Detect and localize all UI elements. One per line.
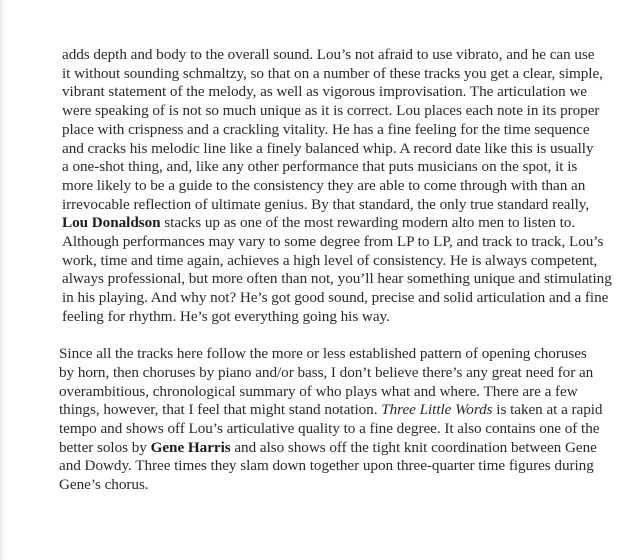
text-line: place with crispness and a crackling vitality. He has a fine feeling for the time sequence [62, 120, 590, 138]
text-run: things, however, that I feel that might stand notation. [59, 401, 382, 419]
text-line: always professional, but more often than not, you’ll hear something unique and stimulating [62, 270, 612, 288]
text-line: more likely to be a guide to the consistency they are able to come through with than an [62, 176, 586, 194]
text-line: feeling for rhythm. He’s got everything going his way. [62, 307, 390, 325]
text-line: Since all the tracks here follow the more or less established pattern of opening choruses [59, 345, 587, 363]
text-line: by horn, then choruses by piano and/or bass, I don’t believe there’s any great need for an [59, 363, 594, 381]
text-line: Although performances may vary to some degree from LP to LP, and track to track, Lou’s [62, 233, 604, 251]
paragraph-1 [62, 46, 612, 327]
text-line: tempo and shows off Lou’s articulative quality to a fine degree. It also contains one of the [59, 420, 600, 438]
text-line: adds depth and body to the overall sound. Lou’s not afraid to use vibrato, and he can use [62, 46, 595, 63]
track-title-three-little-words: Three Little Words [381, 401, 493, 419]
text-line: work, time and time again, achieves a high level of consistency. He is always competent, [62, 251, 598, 269]
paragraph-2 [59, 345, 603, 495]
paragraph-spacer [62, 327, 602, 346]
text-line: in his playing. And why not? He’s got good sound, precise and solid articulation and a fine [62, 289, 609, 307]
text-line [59, 401, 602, 420]
text-line: vibrant statement of the melody, as well as vigorous improvisation. The articulation we [62, 83, 587, 101]
text-run: is taken at a rapid [492, 401, 603, 419]
text-line: irrevocable reflection of ultimate genius. By that standard, the only true standard really, [62, 195, 590, 213]
text-run: and also shows off the tight knit coordination between Gene [230, 438, 597, 456]
text-line: Gene’s chorus. [59, 476, 149, 494]
artist-name-gene-harris: Gene Harris [150, 438, 231, 456]
artist-name-lou-donaldson: Lou Donaldson [62, 214, 161, 232]
text-line: it without sounding schmaltzy, so that on a number of these tracks you get a clear, simple, [62, 64, 603, 82]
text-line: overambitious, chronological summary of who plays what and where. There are a few [59, 382, 578, 400]
text-line: and cracks his melodic line like a finely balanced whip. A record date like this is usually [62, 139, 594, 157]
text-line: and Dowdy. Three times they slam down together upon three-quarter time figures during [59, 457, 594, 475]
liner-notes-text [59, 46, 612, 495]
text-line [62, 214, 602, 233]
text-line [59, 439, 602, 458]
text-line: a one-shot thing, and, like any other performance that puts musicians on the spot, it is [62, 158, 578, 176]
text-line: were speaking of is not so much unique as it is correct. Lou places each note in its proper [62, 102, 600, 120]
text-run: better solos by [59, 438, 151, 456]
text-run: stacks up as one of the most rewarding modern alto men to listen to. [160, 214, 576, 232]
